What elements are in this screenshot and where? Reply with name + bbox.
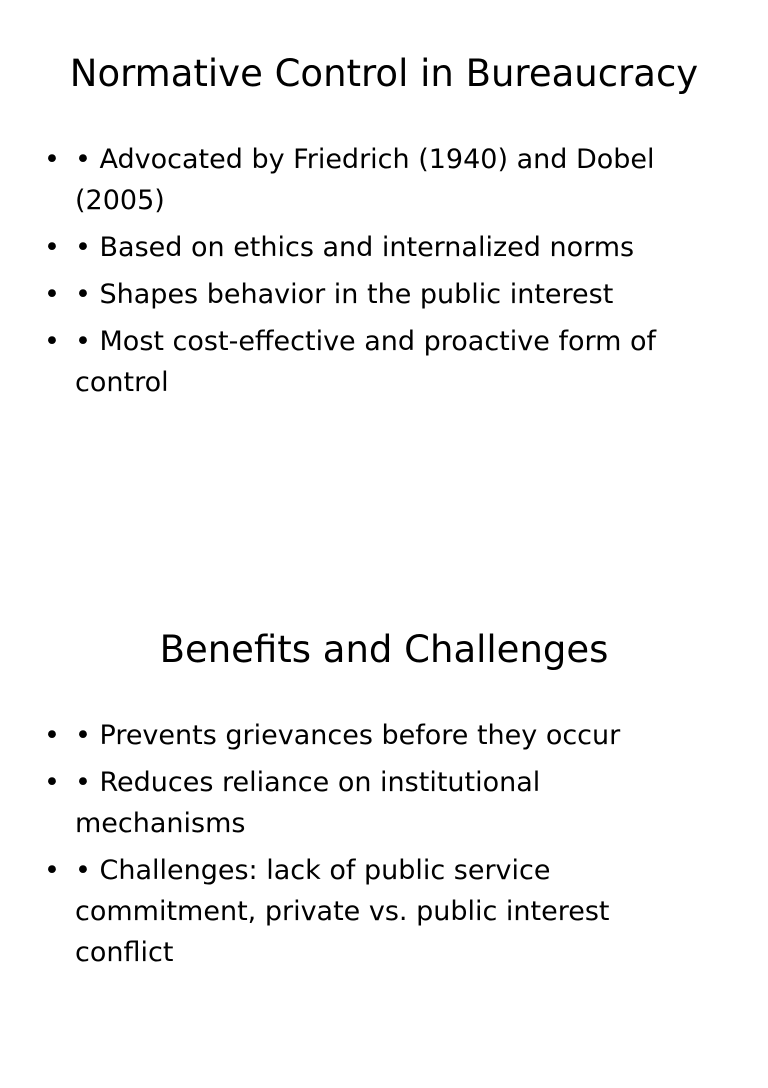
bullet-text: • Advocated by Friedrich (1940) and Dobel (2005) (75, 144, 655, 216)
bullet-list (0, 139, 768, 409)
bullet-item (0, 762, 768, 844)
bullet-marker: • (44, 767, 60, 798)
slide-2 (0, 576, 768, 1088)
bullet-marker: • (44, 232, 60, 263)
bullet-item (0, 274, 768, 315)
slide-title: Benefits and Challenges (159, 628, 609, 671)
bullet-marker: • (44, 720, 60, 751)
bullet-marker: • (44, 855, 60, 886)
bullet-item (0, 715, 768, 756)
bullet-text: • Based on ethics and internalized norms (75, 232, 635, 263)
bullet-text: • Prevents grievances before they occur (75, 720, 621, 751)
bullet-item (0, 850, 768, 973)
bullet-text: • Reduces reliance on institutional mechanisms (75, 767, 541, 839)
bullet-item (0, 227, 768, 268)
bullet-item (0, 321, 768, 403)
slide-title: Normative Control in Bureaucracy (69, 52, 699, 95)
bullet-text: • Shapes behavior in the public interest (75, 279, 614, 310)
bullet-text: • Most cost-effective and proactive form of control (75, 326, 657, 398)
bullet-item (0, 139, 768, 221)
bullet-text: • Challenges: lack of public service commitment, private vs. public interest conflict (75, 855, 610, 968)
slide-1 (0, 0, 768, 512)
bullet-marker: • (44, 144, 60, 175)
bullet-marker: • (44, 279, 60, 310)
bullet-list (0, 715, 768, 979)
bullet-marker: • (44, 326, 60, 357)
